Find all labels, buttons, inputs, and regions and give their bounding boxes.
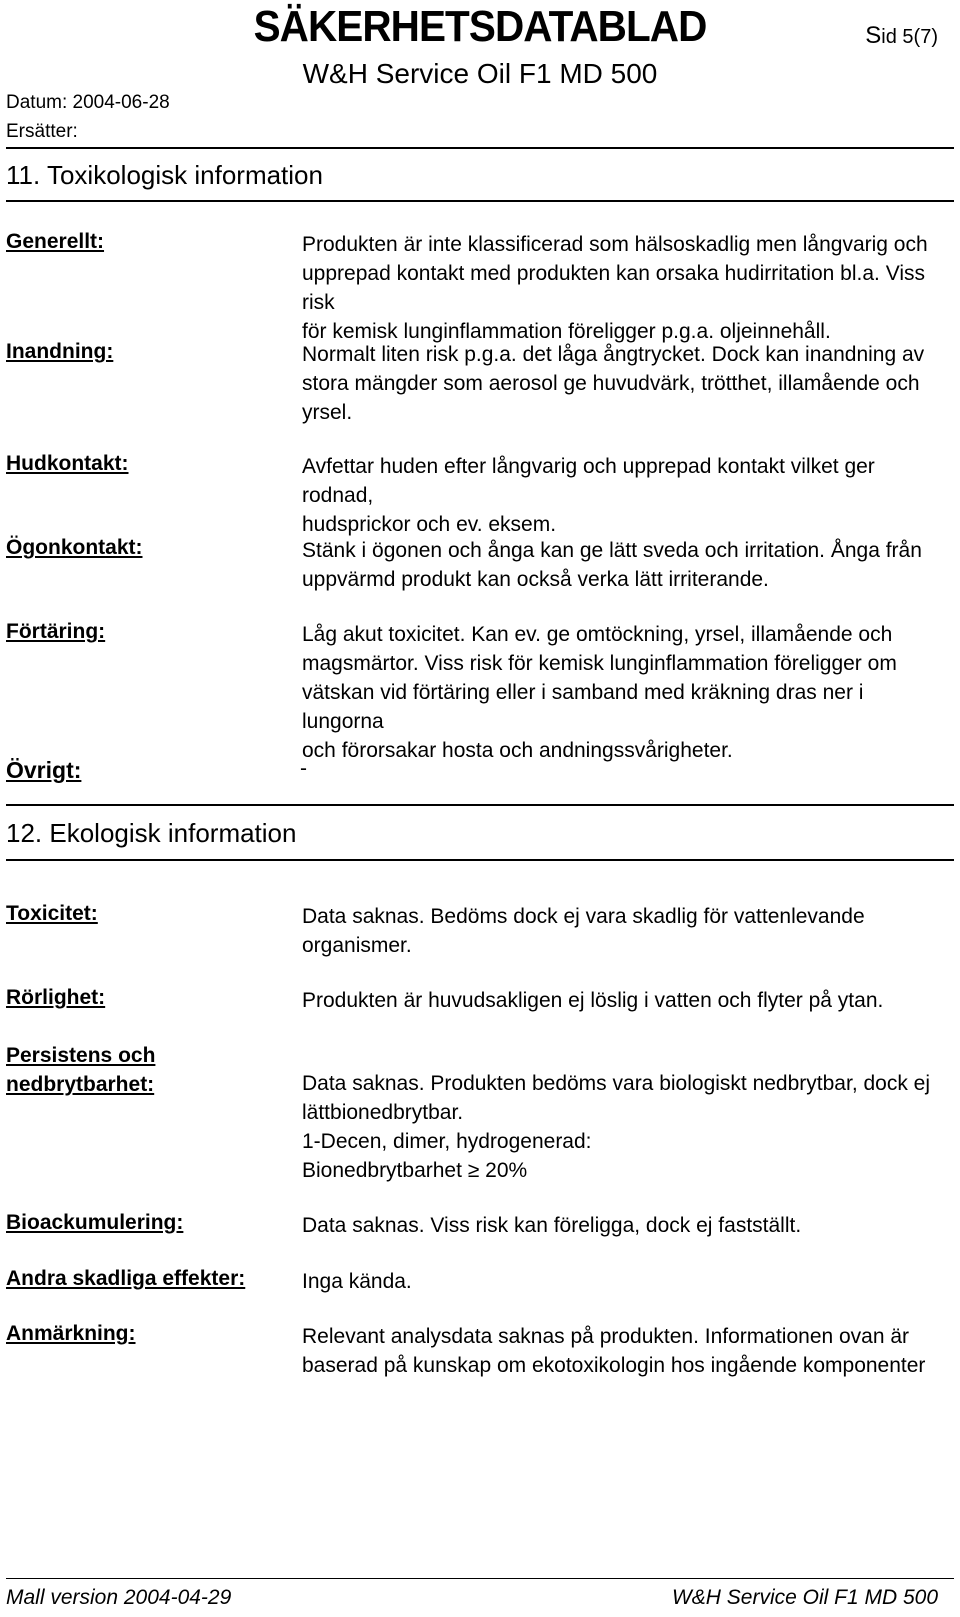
section-12-divider <box>6 859 954 861</box>
page-number <box>865 22 938 50</box>
section-12-title: 12. Ekologisk information <box>6 818 297 848</box>
eye-contact-label: Ögonkontakt: <box>6 536 143 559</box>
toxicity-text: Data saknas. Bedöms dock ej vara skadlig för vattenlevande organismer. <box>302 905 865 957</box>
bioaccumulation-label: Bioackumulering: <box>6 1211 184 1234</box>
section-11-title: 11. Toxikologisk information <box>6 160 323 190</box>
skin-contact-label: Hudkontakt: <box>6 452 129 475</box>
skin-contact-text: Avfettar huden efter långvarig och upprepad kontakt vilket ger rodnad, hudsprickor och ev. eksem. <box>302 455 875 536</box>
footer-divider <box>6 1578 954 1579</box>
section-11-divider <box>6 200 954 202</box>
page-number-prefix: S <box>865 22 882 49</box>
template-version: Mall version 2004-04-29 <box>6 1586 232 1609</box>
replaces-label: Ersätter: <box>6 121 78 142</box>
ingestion-text: Låg akut toxicitet. Kan ev. ge omtöckning, yrsel, illamående och magsmärtor. Viss risk för kemisk lunginflammation föreligger om vätskan vid förtäring eller i samband med kräkning dras ner i lungorna och förorsakar hosta och andningssvårigheter. <box>302 623 897 762</box>
other-effects-label: Andra skadliga effekter: <box>6 1267 246 1290</box>
document-title: SÄKERHETSDATABLAD <box>253 2 707 51</box>
page-number-text: id 5(7) <box>881 26 938 48</box>
footer-product-name: W&H Service Oil F1 MD 500 <box>671 1586 938 1609</box>
product-name: W&H Service Oil F1 MD 500 <box>302 58 658 89</box>
eye-contact-text: Stänk i ögonen och ånga kan ge lätt sveda och irritation. Ånga från uppvärmd produkt kan också verka lätt irriterande. <box>302 539 922 591</box>
bioaccumulation-text: Data saknas. Viss risk kan föreligga, dock ej fastställt. <box>302 1214 802 1237</box>
document-date: Datum: 2004-06-28 <box>6 92 170 113</box>
toxicology-general-label: Generellt: <box>6 230 105 253</box>
toxicology-general-text: Produkten är inte klassificerad som hälsoskadlig men långvarig och upprepad kontakt med produkten kan orsaka hudirritation bl.a. Viss risk för kemisk lunginflammation föreligger p.g.a. oljeinnehåll. <box>302 233 928 343</box>
other-label: Övrigt: <box>6 757 82 783</box>
toxicity-label: Toxicitet: <box>6 902 98 925</box>
persistence-label: Persistens och nedbrytbarhet: <box>6 1044 156 1096</box>
persistence-text: Data saknas. Produkten bedöms vara biologiskt nedbrytbar, dock ej lättbionedbrytbar. 1-Decen, dimer, hydrogenerad: Bionedbrytbarhet ≥ 20% <box>302 1072 931 1182</box>
inhalation-text: Normalt liten risk p.g.a. det låga ångtrycket. Dock kan inandning av stora mängder som aerosol ge huvudvärk, trötthet, illamående och yrsel. <box>302 343 925 424</box>
mobility-label: Rörlighet: <box>6 986 106 1009</box>
remark-text: Relevant analysdata saknas på produkten. Informationen ovan är baserad på kunskap om ekotoxikologin hos ingående komponenter <box>302 1325 926 1377</box>
section-12-top-divider <box>6 804 954 806</box>
mobility-text: Produkten är huvudsakligen ej löslig i vatten och flyter på ytan. <box>302 989 884 1012</box>
header-divider <box>6 147 954 149</box>
ingestion-label: Förtäring: <box>6 620 106 643</box>
remark-label: Anmärkning: <box>6 1322 136 1345</box>
other-value: - <box>300 757 307 780</box>
other-effects-text: Inga kända. <box>302 1270 412 1293</box>
inhalation-label: Inandning: <box>6 340 114 363</box>
